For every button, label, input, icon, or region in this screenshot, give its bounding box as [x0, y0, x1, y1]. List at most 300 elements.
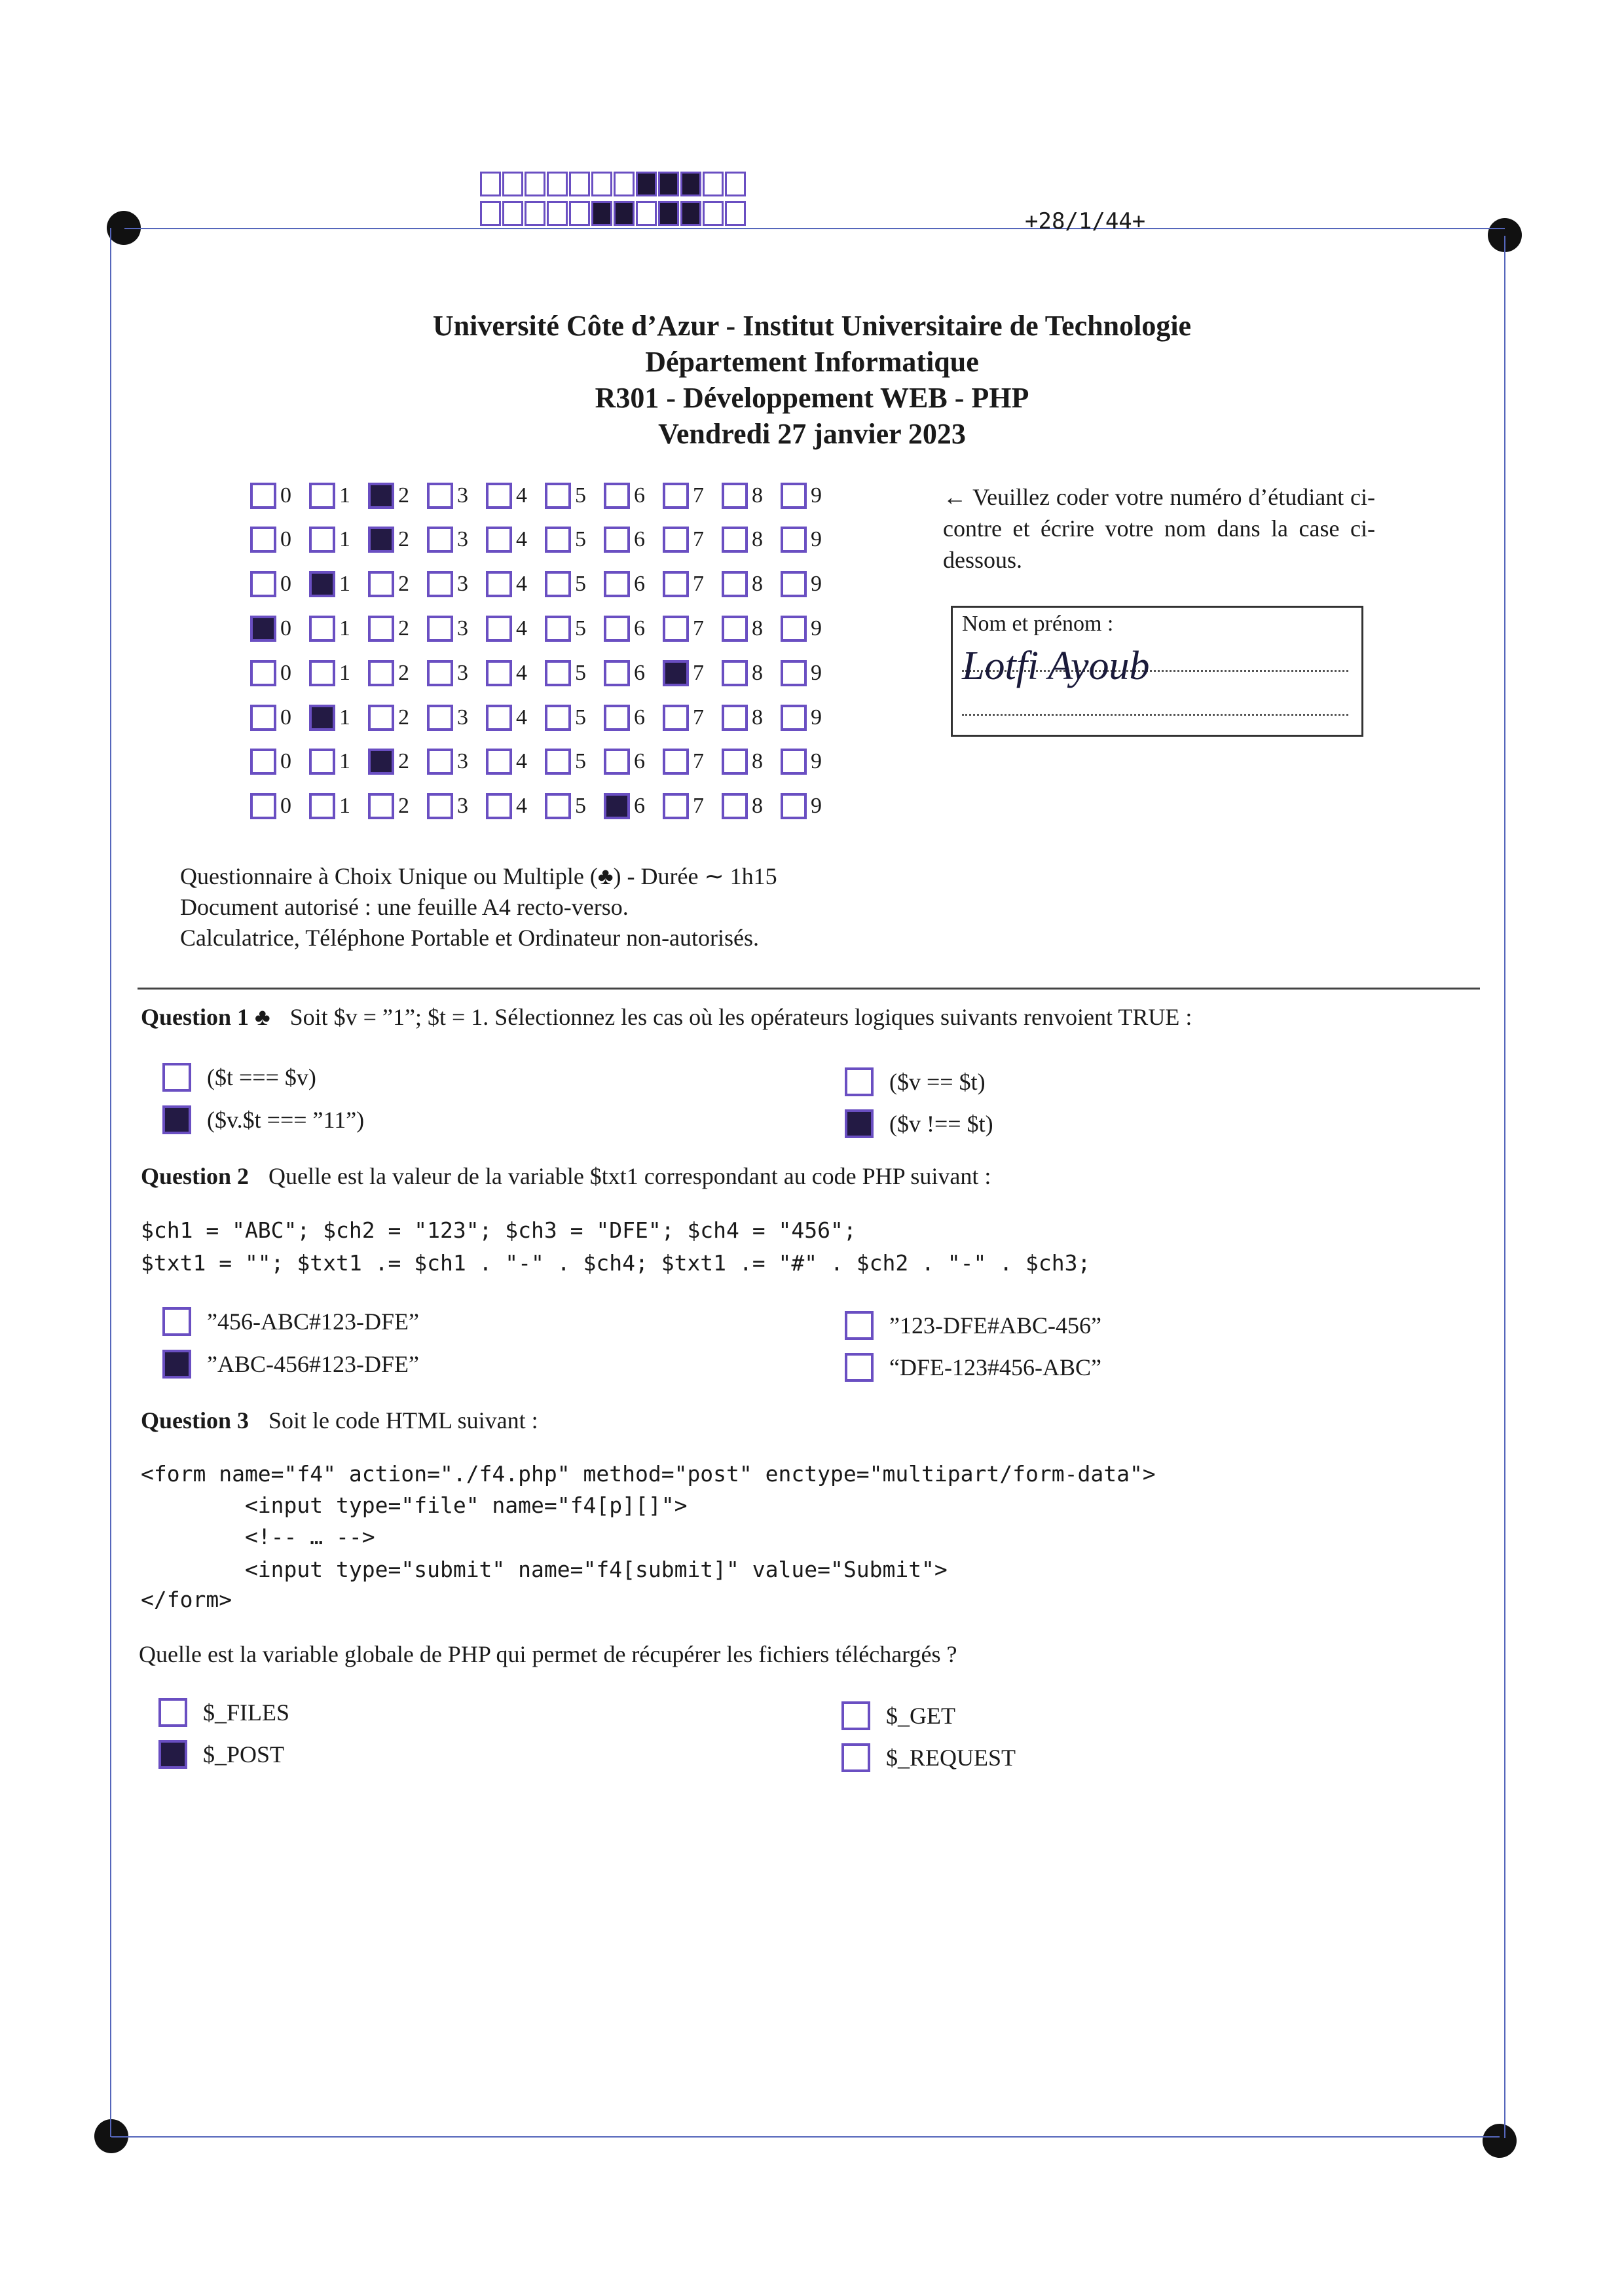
digit-option[interactable]	[368, 793, 427, 819]
digit-option[interactable]	[781, 616, 840, 642]
digit-checkbox[interactable]	[250, 616, 276, 642]
q1-answer-1[interactable]	[162, 1063, 316, 1092]
question-1-header	[141, 1003, 1192, 1031]
digit-label: 7	[693, 705, 704, 730]
digit-checkbox[interactable]	[427, 616, 453, 642]
digit-checkbox[interactable]	[781, 660, 807, 686]
q2-checkbox-1[interactable]	[162, 1307, 191, 1336]
digit-label: 8	[752, 705, 763, 730]
header-university: Université Côte d’Azur - Institut Universitaire de Technologie	[432, 310, 1192, 342]
barcode-cell	[569, 172, 590, 196]
digit-checkbox[interactable]	[722, 571, 748, 597]
q2-answer-1[interactable]	[162, 1307, 419, 1336]
q1-checkbox-4[interactable]	[845, 1109, 874, 1138]
name-label: Nom et prénom :	[962, 612, 1114, 636]
digit-option[interactable]	[545, 616, 604, 642]
digit-label: 4	[516, 483, 527, 508]
digit-checkbox[interactable]	[663, 483, 689, 509]
digit-checkbox[interactable]	[604, 660, 630, 686]
q3-answer-1-label: $_FILES	[203, 1699, 290, 1726]
digit-label: 0	[280, 527, 291, 551]
digit-label: 7	[693, 749, 704, 773]
digit-label: 6	[634, 616, 645, 640]
digit-checkbox[interactable]	[368, 571, 394, 597]
digit-label: 9	[811, 661, 822, 685]
barcode-cell	[658, 201, 679, 226]
digit-checkbox[interactable]	[545, 571, 571, 597]
digit-option[interactable]	[368, 527, 427, 553]
digit-checkbox[interactable]	[250, 793, 276, 819]
frame-right	[1504, 236, 1505, 2138]
digit-checkbox[interactable]	[250, 749, 276, 775]
digit-checkbox[interactable]	[368, 527, 394, 553]
digit-checkbox[interactable]	[663, 616, 689, 642]
digit-option[interactable]	[663, 527, 722, 553]
digit-checkbox[interactable]	[309, 660, 335, 686]
digit-checkbox[interactable]	[309, 705, 335, 731]
barcode-cell	[703, 172, 724, 196]
digit-label: 8	[752, 572, 763, 596]
q3-answer-3-label: $_GET	[886, 1703, 955, 1729]
digit-checkbox[interactable]	[545, 616, 571, 642]
digit-label: 8	[752, 616, 763, 640]
digit-checkbox[interactable]	[722, 793, 748, 819]
digit-label: 3	[457, 483, 468, 508]
student-number-row	[250, 749, 840, 775]
digit-checkbox[interactable]	[486, 660, 512, 686]
digit-label: 8	[752, 527, 763, 551]
q1-checkbox-2[interactable]	[162, 1105, 191, 1134]
digit-checkbox[interactable]	[368, 660, 394, 686]
digit-option[interactable]	[663, 660, 722, 686]
digit-option[interactable]	[781, 705, 840, 731]
digit-label: 2	[398, 527, 409, 551]
digit-checkbox[interactable]	[722, 705, 748, 731]
digit-option[interactable]	[309, 660, 368, 686]
digit-checkbox[interactable]	[309, 483, 335, 509]
digit-checkbox[interactable]	[722, 749, 748, 775]
digit-checkbox[interactable]	[663, 660, 689, 686]
barcode-row-1	[480, 172, 747, 196]
digit-checkbox[interactable]	[722, 483, 748, 509]
digit-option[interactable]	[309, 749, 368, 775]
q2-answer-2[interactable]	[162, 1350, 419, 1379]
digit-option[interactable]	[545, 660, 604, 686]
digit-label: 1	[339, 572, 350, 596]
digit-label: 8	[752, 483, 763, 508]
q3-checkbox-2[interactable]	[158, 1740, 187, 1769]
student-number-row	[250, 527, 840, 553]
digit-option[interactable]	[486, 527, 545, 553]
digit-checkbox[interactable]	[545, 705, 571, 731]
digit-checkbox[interactable]	[309, 527, 335, 553]
digit-label: 1	[339, 749, 350, 773]
digit-label: 9	[811, 572, 822, 596]
digit-option[interactable]	[722, 483, 781, 509]
digit-checkbox[interactable]	[486, 527, 512, 553]
digit-option[interactable]	[368, 571, 427, 597]
digit-checkbox[interactable]	[604, 483, 630, 509]
digit-checkbox[interactable]	[663, 571, 689, 597]
digit-checkbox[interactable]	[368, 616, 394, 642]
digit-option[interactable]	[604, 705, 663, 731]
frame-bottom	[111, 2136, 1500, 2138]
digit-option[interactable]	[486, 571, 545, 597]
digit-option[interactable]	[663, 793, 722, 819]
digit-option[interactable]	[250, 705, 309, 731]
digit-checkbox[interactable]	[427, 749, 453, 775]
digit-option[interactable]	[545, 749, 604, 775]
digit-option[interactable]	[486, 616, 545, 642]
digit-label: 7	[693, 616, 704, 640]
digit-option[interactable]	[663, 571, 722, 597]
digit-option[interactable]	[722, 705, 781, 731]
digit-label: 3	[457, 527, 468, 551]
digit-label: 4	[516, 616, 527, 640]
digit-option[interactable]	[427, 527, 486, 553]
digit-option[interactable]	[545, 705, 604, 731]
digit-checkbox[interactable]	[663, 705, 689, 731]
digit-checkbox[interactable]	[486, 705, 512, 731]
digit-checkbox[interactable]	[427, 705, 453, 731]
digit-option[interactable]	[427, 616, 486, 642]
digit-option[interactable]	[368, 616, 427, 642]
digit-label: 8	[752, 749, 763, 773]
digit-label: 2	[398, 749, 409, 773]
digit-checkbox[interactable]	[250, 527, 276, 553]
digit-label: 7	[693, 483, 704, 508]
q3-answer-4[interactable]	[841, 1743, 1016, 1772]
q3-code-line-2: <input type="file" name="f4[p][]">	[141, 1492, 688, 1518]
note-document: Document autorisé : une feuille A4 recto-verso.	[180, 894, 629, 920]
digit-label: 3	[457, 616, 468, 640]
digit-option[interactable]	[250, 571, 309, 597]
digit-checkbox[interactable]	[486, 571, 512, 597]
digit-label: 0	[280, 572, 291, 596]
digit-checkbox[interactable]	[604, 527, 630, 553]
digit-label: 1	[339, 616, 350, 640]
digit-option[interactable]	[545, 793, 604, 819]
digit-checkbox[interactable]	[781, 616, 807, 642]
digit-checkbox[interactable]	[722, 660, 748, 686]
digit-option[interactable]	[604, 527, 663, 553]
digit-checkbox[interactable]	[250, 705, 276, 731]
q3-checkbox-1[interactable]	[158, 1698, 187, 1727]
digit-option[interactable]	[722, 793, 781, 819]
digit-option[interactable]	[604, 793, 663, 819]
q2-answer-4-label: “DFE-123#456-ABC”	[889, 1354, 1101, 1380]
q2-code-line-2: $txt1 = ""; $txt1 .= $ch1 . "-" . $ch4; $txt1 .= "#" . $ch2 . "-" . $ch3;	[141, 1250, 1091, 1276]
barcode-cell	[680, 172, 701, 196]
question-3-prompt: Quelle est la variable globale de PHP qui permet de récupérer les fichiers téléchargés ?	[139, 1641, 957, 1667]
digit-option[interactable]	[309, 793, 368, 819]
digit-option[interactable]	[781, 660, 840, 686]
q1-checkbox-3[interactable]	[845, 1067, 874, 1096]
digit-label: 3	[457, 794, 468, 818]
digit-label: 5	[575, 483, 586, 508]
digit-checkbox[interactable]	[781, 527, 807, 553]
barcode-cell	[502, 172, 523, 196]
frame-top	[124, 228, 1505, 229]
digit-checkbox[interactable]	[722, 527, 748, 553]
digit-option[interactable]	[368, 705, 427, 731]
q3-answer-2-label: $_POST	[203, 1741, 285, 1768]
digit-checkbox[interactable]	[545, 483, 571, 509]
student-number-row	[250, 793, 840, 819]
digit-checkbox[interactable]	[368, 793, 394, 819]
digit-label: 1	[339, 483, 350, 508]
digit-checkbox[interactable]	[309, 793, 335, 819]
digit-label: 0	[280, 794, 291, 818]
digit-option[interactable]	[722, 527, 781, 553]
question-2-number: Question 2	[141, 1163, 249, 1189]
digit-checkbox[interactable]	[781, 705, 807, 731]
digit-checkbox[interactable]	[604, 793, 630, 819]
digit-option[interactable]	[486, 483, 545, 509]
digit-checkbox[interactable]	[427, 793, 453, 819]
digit-label: 5	[575, 527, 586, 551]
digit-option[interactable]	[309, 616, 368, 642]
digit-checkbox[interactable]	[486, 749, 512, 775]
digit-label: 1	[339, 661, 350, 685]
digit-label: 9	[811, 749, 822, 773]
digit-checkbox[interactable]	[663, 793, 689, 819]
digit-checkbox[interactable]	[781, 571, 807, 597]
q3-answer-4-label: $_REQUEST	[886, 1745, 1016, 1771]
question-1-text: Soit $v = ”1”; $t = 1. Sélectionnez les cas où les opérateurs logiques suivants renvoient TRUE :	[289, 1004, 1192, 1030]
digit-checkbox[interactable]	[486, 483, 512, 509]
digit-option[interactable]	[250, 793, 309, 819]
q2-answer-4[interactable]	[845, 1353, 1101, 1382]
digit-option[interactable]	[427, 483, 486, 509]
digit-label: 3	[457, 749, 468, 773]
digit-label: 0	[280, 483, 291, 508]
q1-checkbox-1[interactable]	[162, 1063, 191, 1092]
digit-checkbox[interactable]	[545, 660, 571, 686]
note-duration: Questionnaire à Choix Unique ou Multiple (♣) - Durée ∼ 1h15	[180, 863, 777, 889]
page-code: +28/1/44+	[1025, 208, 1146, 234]
barcode-cell	[480, 172, 501, 196]
digit-label: 2	[398, 572, 409, 596]
digit-option[interactable]	[309, 571, 368, 597]
q3-checkbox-3[interactable]	[841, 1701, 870, 1730]
digit-label: 0	[280, 705, 291, 730]
handwritten-name: Lotfi Ayoub	[962, 644, 1150, 688]
digit-option[interactable]	[663, 483, 722, 509]
header-course: R301 - Développement WEB - PHP	[595, 382, 1029, 414]
digit-option[interactable]	[663, 616, 722, 642]
header-department: Département Informatique	[645, 346, 979, 378]
digit-option[interactable]	[781, 527, 840, 553]
digit-checkbox[interactable]	[486, 616, 512, 642]
digit-label: 0	[280, 749, 291, 773]
digit-checkbox[interactable]	[604, 705, 630, 731]
digit-label: 6	[634, 661, 645, 685]
digit-option[interactable]	[545, 571, 604, 597]
q2-answer-3[interactable]	[845, 1311, 1101, 1340]
digit-option[interactable]	[250, 483, 309, 509]
digit-checkbox[interactable]	[545, 793, 571, 819]
digit-option[interactable]	[250, 616, 309, 642]
digit-label: 6	[634, 483, 645, 508]
question-2-header	[141, 1162, 991, 1190]
digit-checkbox[interactable]	[545, 527, 571, 553]
barcode-cell	[614, 201, 635, 226]
digit-option[interactable]	[427, 749, 486, 775]
question-1-number: Question 1 ♣	[141, 1004, 270, 1030]
barcode-cell	[502, 201, 523, 226]
digit-label: 7	[693, 661, 704, 685]
digit-option[interactable]	[663, 749, 722, 775]
digit-option[interactable]	[486, 793, 545, 819]
digit-option[interactable]	[250, 749, 309, 775]
digit-option[interactable]	[368, 483, 427, 509]
digit-checkbox[interactable]	[545, 749, 571, 775]
digit-option[interactable]	[781, 793, 840, 819]
digit-checkbox[interactable]	[427, 571, 453, 597]
digit-label: 5	[575, 749, 586, 773]
digit-option[interactable]	[722, 660, 781, 686]
digit-label: 4	[516, 794, 527, 818]
q3-code-line-3: <!-- … -->	[141, 1524, 375, 1549]
digit-checkbox[interactable]	[722, 616, 748, 642]
digit-label: 6	[634, 705, 645, 730]
q1-answer-4[interactable]	[845, 1109, 993, 1138]
digit-checkbox[interactable]	[368, 483, 394, 509]
digit-checkbox[interactable]	[427, 660, 453, 686]
student-number-row	[250, 571, 840, 597]
frame-left	[110, 228, 111, 2137]
digit-checkbox[interactable]	[250, 483, 276, 509]
question-3-text: Soit le code HTML suivant :	[268, 1407, 538, 1434]
digit-option[interactable]	[427, 705, 486, 731]
q2-answer-1-label: ”456-ABC#123-DFE”	[207, 1308, 419, 1335]
digit-checkbox[interactable]	[368, 705, 394, 731]
q3-answer-1[interactable]	[158, 1698, 289, 1727]
digit-checkbox[interactable]	[250, 660, 276, 686]
digit-option[interactable]	[427, 793, 486, 819]
digit-label: 9	[811, 794, 822, 818]
digit-checkbox[interactable]	[486, 793, 512, 819]
q1-answer-4-label: ($v !== $t)	[889, 1111, 993, 1137]
digit-option[interactable]	[368, 660, 427, 686]
digit-option[interactable]	[722, 749, 781, 775]
q2-checkbox-4[interactable]	[845, 1353, 874, 1382]
digit-checkbox[interactable]	[781, 793, 807, 819]
digit-checkbox[interactable]	[309, 571, 335, 597]
digit-option[interactable]	[545, 527, 604, 553]
digit-checkbox[interactable]	[604, 571, 630, 597]
digit-option[interactable]	[368, 749, 427, 775]
digit-option[interactable]	[722, 616, 781, 642]
digit-option[interactable]	[427, 660, 486, 686]
digit-checkbox[interactable]	[427, 527, 453, 553]
q3-code-line-4: <input type="submit" name="f4[submit]" value="Submit">	[141, 1557, 948, 1582]
q3-code-line-5: </form>	[141, 1587, 232, 1612]
digit-label: 6	[634, 572, 645, 596]
name-dotted-line-2	[962, 714, 1348, 716]
digit-checkbox[interactable]	[604, 749, 630, 775]
digit-label: 5	[575, 616, 586, 640]
digit-checkbox[interactable]	[427, 483, 453, 509]
barcode-cell	[725, 172, 746, 196]
digit-option[interactable]	[663, 705, 722, 731]
student-number-row	[250, 483, 840, 509]
q3-checkbox-4[interactable]	[841, 1743, 870, 1772]
digit-option[interactable]	[486, 749, 545, 775]
digit-option[interactable]	[604, 749, 663, 775]
q2-answer-3-label: ”123-DFE#ABC-456”	[889, 1312, 1101, 1339]
digit-checkbox[interactable]	[663, 749, 689, 775]
digit-checkbox[interactable]	[663, 527, 689, 553]
digit-option[interactable]	[250, 527, 309, 553]
q1-answer-3[interactable]	[845, 1067, 986, 1096]
digit-option[interactable]	[545, 483, 604, 509]
digit-option[interactable]	[486, 705, 545, 731]
q1-answer-2[interactable]	[162, 1105, 364, 1134]
digit-option[interactable]	[486, 660, 545, 686]
digit-option[interactable]	[781, 749, 840, 775]
digit-option[interactable]	[722, 571, 781, 597]
digit-option[interactable]	[604, 660, 663, 686]
digit-label: 7	[693, 527, 704, 551]
digit-option[interactable]	[309, 527, 368, 553]
digit-label: 3	[457, 705, 468, 730]
digit-checkbox[interactable]	[781, 749, 807, 775]
digit-option[interactable]	[250, 660, 309, 686]
digit-checkbox[interactable]	[604, 616, 630, 642]
q2-checkbox-3[interactable]	[845, 1311, 874, 1340]
barcode-cell	[591, 201, 612, 226]
digit-option[interactable]	[604, 616, 663, 642]
digit-label: 2	[398, 794, 409, 818]
barcode-cell	[547, 201, 568, 226]
corner-marker-bottom-right	[1483, 2124, 1517, 2158]
question-2-text: Quelle est la valeur de la variable $txt1 correspondant au code PHP suivant :	[268, 1163, 991, 1189]
name-box[interactable]	[951, 606, 1363, 737]
q3-answer-2[interactable]	[158, 1740, 284, 1769]
digit-option[interactable]	[781, 483, 840, 509]
digit-label: 2	[398, 483, 409, 508]
digit-label: 4	[516, 527, 527, 551]
barcode-cell	[725, 201, 746, 226]
digit-label: 0	[280, 661, 291, 685]
barcode-cell	[591, 172, 612, 196]
digit-option[interactable]	[309, 483, 368, 509]
q1-answer-3-label: ($v == $t)	[889, 1069, 986, 1095]
digit-label: 9	[811, 527, 822, 551]
digit-checkbox[interactable]	[250, 571, 276, 597]
student-number-row	[250, 660, 840, 686]
digit-checkbox[interactable]	[309, 616, 335, 642]
digit-label: 2	[398, 705, 409, 730]
barcode-cell	[525, 201, 545, 226]
digit-option[interactable]	[427, 571, 486, 597]
q3-answer-3[interactable]	[841, 1701, 955, 1730]
digit-option[interactable]	[604, 483, 663, 509]
digit-label: 3	[457, 572, 468, 596]
digit-option[interactable]	[781, 571, 840, 597]
digit-checkbox[interactable]	[309, 749, 335, 775]
q2-checkbox-2[interactable]	[162, 1350, 191, 1379]
digit-label: 5	[575, 794, 586, 818]
digit-checkbox[interactable]	[781, 483, 807, 509]
digit-label: 2	[398, 616, 409, 640]
digit-option[interactable]	[309, 705, 368, 731]
digit-checkbox[interactable]	[368, 749, 394, 775]
digit-option[interactable]	[604, 571, 663, 597]
digit-label: 0	[280, 616, 291, 640]
